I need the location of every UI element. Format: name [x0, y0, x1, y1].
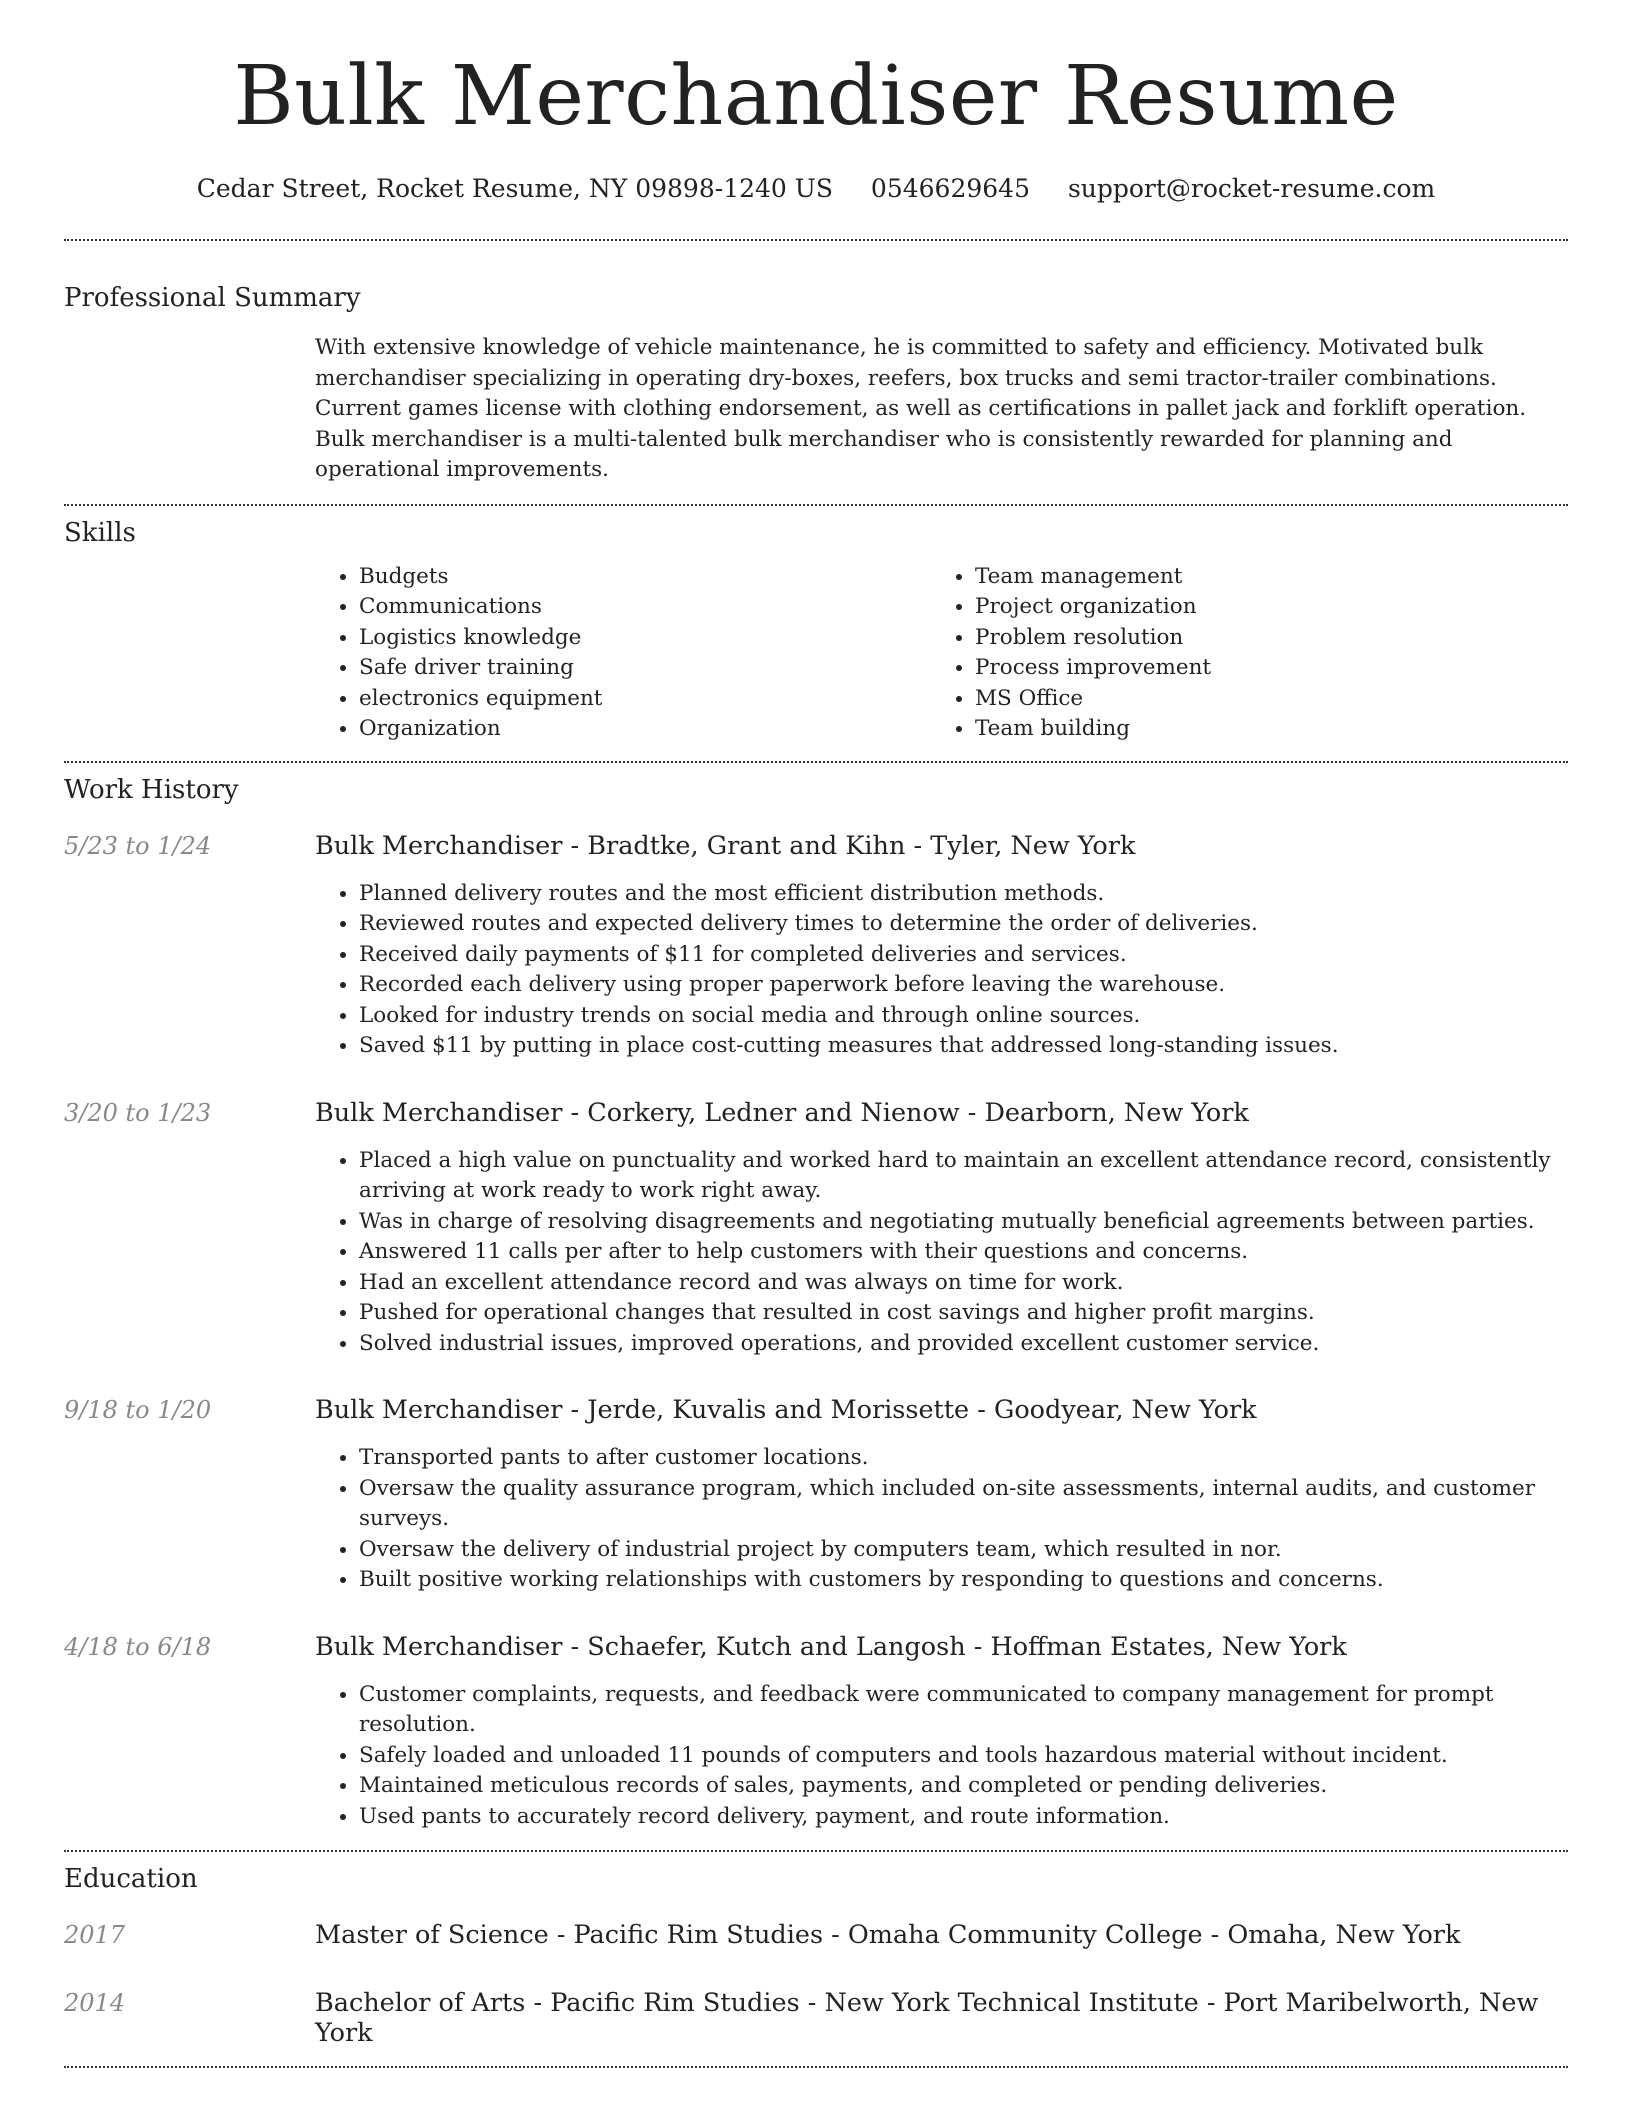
skill-item: • Project organization: [975, 592, 1547, 623]
work-history-section: [64, 763, 1568, 1833]
section-heading-summary: Professional Summary: [64, 283, 361, 313]
job-bullet: • Answered 11 calls per after to help customers with their questions and concerns.: [359, 1237, 1568, 1268]
contact-line: [64, 174, 1568, 203]
education-text: Master of Science - Pacific Rim Studies - Omaha Community College - Omaha, New York: [315, 1920, 1461, 1950]
skill-item: • Safe driver training: [359, 653, 931, 684]
job-bullets: [315, 1443, 1568, 1596]
job-bullet: • Received daily payments of $11 for completed deliveries and services.: [359, 940, 1568, 971]
job-bullet: • Placed a high value on punctuality and worked hard to maintain an excellent attendance record, consistently arriving at work ready to work right away.: [359, 1146, 1568, 1207]
contact-phone: 0546629645: [870, 174, 1030, 203]
skill-item: • Logistics knowledge: [359, 623, 931, 654]
skill-item: • electronics equipment: [359, 684, 931, 715]
job-entry: [64, 1395, 1568, 1596]
summary-section: [64, 241, 1568, 486]
summary-text: With extensive knowledge of vehicle maintenance, he is committed to safety and efficiency. Motivated bulk merchandiser specializing in operating dry-boxes, reefers, box trucks and semi tractor-trailer combinations. Current games license with clothing endorsement, as well as certifications in pallet jack and forklift operation. Bulk merchandiser is a multi-talented bulk merchandiser who is consistently rewarded for planning and operational improvements.: [315, 335, 1527, 482]
education-section: [64, 1852, 1568, 2048]
job-dates: 5/23 to 1/24: [64, 831, 212, 860]
job-entry: [64, 1632, 1568, 1833]
job-dates: 9/18 to 1/20: [64, 1396, 212, 1424]
divider: [64, 2066, 1568, 2068]
job-bullet: • Solved industrial issues, improved operations, and provided excellent customer service.: [359, 1329, 1568, 1360]
job-bullet: • Oversaw the quality assurance program, which included on-site assessments, internal audits, and customer surveys.: [359, 1474, 1568, 1535]
job-bullets: [315, 1146, 1568, 1360]
job-bullet: • Had an excellent attendance record and was always on time for work.: [359, 1268, 1568, 1299]
job-body: [315, 831, 1568, 1062]
job-title: Bulk Merchandiser - Bradtke, Grant and Kihn - Tyler, New York: [315, 830, 1136, 861]
resume-title: Bulk Merchandiser Resume: [233, 49, 1399, 144]
job-title: Bulk Merchandiser - Corkery, Ledner and Nienow - Dearborn, New York: [315, 1097, 1249, 1128]
skill-item: • MS Office: [975, 684, 1547, 715]
contact-email: support@rocket-resume.com: [1067, 174, 1436, 203]
job-entry: [64, 831, 1568, 1062]
skills-list-right: [931, 562, 1547, 745]
job-bullet: • Saved $11 by putting in place cost-cutting measures that addressed long-standing issues.: [359, 1031, 1568, 1062]
education-text: Bachelor of Arts - Pacific Rim Studies - New York Technical Institute - Port Maribelworth, New York: [315, 1988, 1539, 2048]
job-bullet: • Planned delivery routes and the most efficient distribution methods.: [359, 879, 1568, 910]
skill-item: • Process improvement: [975, 653, 1547, 684]
job-bullets: [315, 879, 1568, 1062]
job-body: [315, 1395, 1568, 1596]
job-bullet: • Transported pants to after customer locations.: [359, 1443, 1568, 1474]
section-heading-skills: Skills: [64, 517, 136, 548]
skill-item: • Team management: [975, 562, 1547, 593]
job-dates: 4/18 to 6/18: [64, 1632, 212, 1661]
skill-item: • Organization: [359, 714, 931, 745]
job-bullet: • Pushed for operational changes that resulted in cost savings and higher profit margins.: [359, 1298, 1568, 1329]
education-year: 2014: [64, 1989, 126, 2017]
skill-item: • Budgets: [359, 562, 931, 593]
skills-list-left: [315, 562, 931, 745]
section-heading-work: Work History: [64, 774, 239, 805]
skills-columns: [315, 562, 1570, 745]
job-body: [315, 1632, 1568, 1833]
education-entry: [64, 1988, 1568, 2048]
skill-item: • Problem resolution: [975, 623, 1547, 654]
job-bullet: • Oversaw the delivery of industrial project by computers team, which resulted in nor.: [359, 1535, 1568, 1566]
job-bullet: • Used pants to accurately record delivery, payment, and route information.: [359, 1802, 1568, 1833]
education-year: 2017: [64, 1921, 126, 1949]
job-title: Bulk Merchandiser - Jerde, Kuvalis and Morissette - Goodyear, New York: [315, 1395, 1257, 1425]
contact-address: Cedar Street, Rocket Resume, NY 09898-1240 US: [196, 174, 833, 203]
job-bullet: • Was in charge of resolving disagreements and negotiating mutually beneficial agreements between parties.: [359, 1207, 1568, 1238]
job-body: [315, 1098, 1568, 1360]
job-title: Bulk Merchandiser - Schaefer, Kutch and Langosh - Hoffman Estates, New York: [315, 1631, 1347, 1662]
skill-item: • Team building: [975, 714, 1547, 745]
job-bullets: [315, 1680, 1568, 1833]
job-bullet: • Safely loaded and unloaded 11 pounds of computers and tools hazardous material without incident.: [359, 1741, 1568, 1772]
skill-item: • Communications: [359, 592, 931, 623]
skills-section: [64, 506, 1568, 745]
job-bullet: • Reviewed routes and expected delivery times to determine the order of deliveries.: [359, 909, 1568, 940]
job-bullet: • Looked for industry trends on social media and through online sources.: [359, 1001, 1568, 1032]
job-dates: 3/20 to 1/23: [64, 1098, 212, 1127]
education-entry: [64, 1920, 1568, 1950]
job-bullet: • Maintained meticulous records of sales, payments, and completed or pending deliveries.: [359, 1771, 1568, 1802]
section-heading-education: Education: [64, 1864, 198, 1894]
job-bullet: • Recorded each delivery using proper paperwork before leaving the warehouse.: [359, 970, 1568, 1001]
job-bullet: • Built positive working relationships with customers by responding to questions and concerns.: [359, 1565, 1568, 1596]
job-bullet: • Customer complaints, requests, and feedback were communicated to company management for prompt resolution.: [359, 1680, 1568, 1741]
job-entry: [64, 1098, 1568, 1360]
